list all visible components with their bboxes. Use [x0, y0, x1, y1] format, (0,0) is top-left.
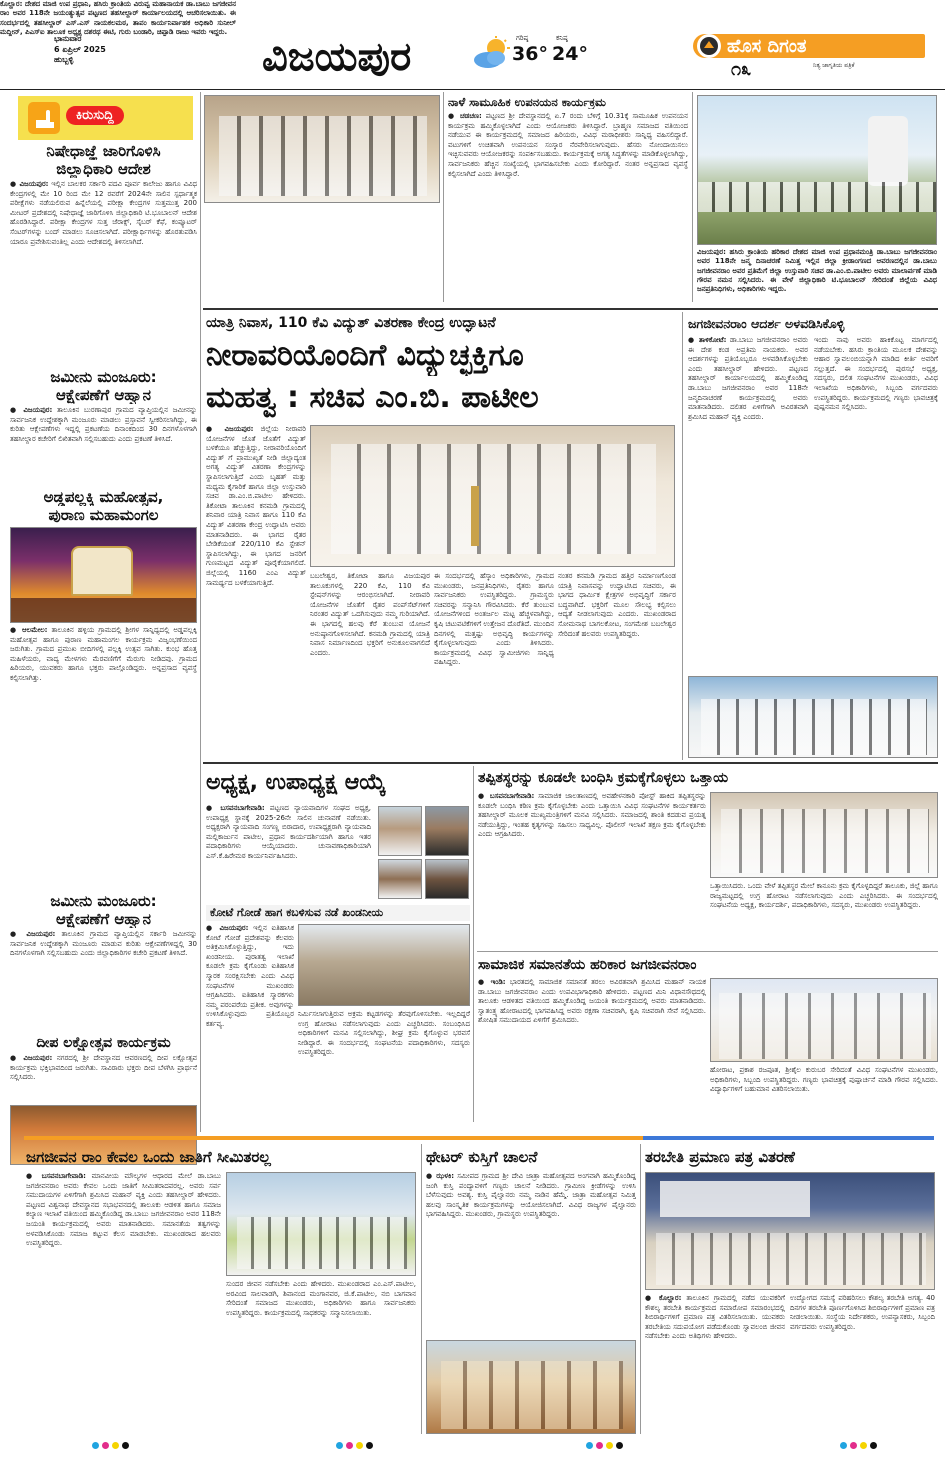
- tapitastaru-text-col1: ಸಾಮಾಜಿಕ ಜಾಲತಾಣದಲ್ಲಿ ಅವಹೇಳನಕಾರಿ ಪೋಸ್ಟ್ ಹಾಕಿದ ತಪ್ಪಿತಸ್ಥರನ್ನು ಕೂಡಲೇ ಬಂಧಿಸಿ ಕಠಿಣ ಕ್ರಮ ಕೈಗೊಳ್ಳಬೇಕು ಎಂದು ಒತ್ತಾಯಿಸಿ ವಿವಿಧ ಸಂಘಟನೆಗಳ ಕಾರ್ಯಕರ್ತರು ತಹಸೀಲ್ದಾರ್ ಮೂಲಕ ಮುಖ್ಯಮಂತ್ರಿಗಳಿಗೆ ಮನವಿ ಸಲ್ಲಿಸಿದರು. ಸಮಾಜದಲ್ಲಿ ಶಾಂತಿ ಕದಡುವ ಪ್ರಯತ್ನ ನಡೆಯುತ್ತಿದ್ದು, ಇಂತಹ ಕೃತ್ಯಗಳನ್ನು ಸಹಿಸಲು ಸಾಧ್ಯವಿಲ್ಲ. ಪೊಲೀಸ್ ಇಲಾಖೆ ತಕ್ಷಣ ಕ್ರಮ ಕೈಗೊಳ್ಳಬೇಕು ಎಂದು ಆಗ್ರಹಿಸಿದರು.: [478, 792, 706, 839]
- tapitastaru-title: ತಪ್ಪಿತಸ್ಥರನ್ನು ಕೂಡಲೇ ಬಂಧಿಸಿ ಕ್ರಮಕ್ಕೆಗೊಳ್ಳಲು ಒತ್ತಾಯ: [478, 770, 729, 786]
- kote-col1: [206, 924, 294, 1120]
- tapitastaru-byline: ● ಬಸವನಬಾಗೇವಾಡಿ:: [478, 792, 535, 800]
- samajika-col2: ಹೋರಾಟ, ಪ್ರಕಾಶ ರಜಪೂತ, ಶ್ರೀಶೈಲ ಕುರುಬರ ಸೇರಿದಂತೆ ವಿವಿಧ ಸಂಘಟನೆಗಳ ಮುಖಂಡರು, ಅಧಿಕಾರಿಗಳು, ಸಿಬ್ಬಂದಿ ಉಪಸ್ಥಿತರಿದ್ದರು. ಗಣ್ಯರು ಭಾವಚಿತ್ರಕ್ಕೆ ಪುಷ್ಪಾರ್ಚನೆ ಮಾಡಿ ಗೌರವ ಸಲ್ಲಿಸಿದರು. ವಿದ್ಯಾರ್ಥಿಗಳಿಗೆ ಬಹುಮಾನ ವಿತರಿಸಲಾಯಿತು.: [710, 1066, 938, 1094]
- kiru-subhead: ಜಿಲ್ಲಾಧಿಕಾರಿ ಆದೇಶ: [56, 160, 151, 178]
- jati-col1: [26, 1172, 221, 1432]
- lead-col3: ಈ ಸಂದರ್ಭದಲ್ಲಿ ಹೆಸ್ಕಾಂ ಅಧಿಕಾರಿಗಳು, ಗ್ರಾಮದ ಮುಖಂಡರು, ಜನಪ್ರತಿನಿಧಿಗಳು, ರೈತರು ಹಾಗೂ ಸಾರ್ವಜನಿಕರು ಉಪಸ್ಥಿತರಿದ್ದರು. ಗ್ರಾಮಸ್ಥರು ಸಚಿವರನ್ನು ಸನ್ಮಾನಿಸಿ ಗೌರವಿಸಿದರು. ಕೆರೆ ತುಂಬುವ ಯೋಜನೆಗಳಿಂದ ಅಂತರ್ಜಲ ಮಟ್ಟ ಹೆಚ್ಚಳವಾಗಿದ್ದು, ಕೃಷಿ ಚಟುವಟಿಕೆಗಳಿಗೆ ಉತ್ತೇಜನ ದೊರೆತಿದೆ. ಮುಂದಿನ ದಿನಗಳಲ್ಲಿ ಮತ್ತಷ್ಟು ಅಭಿವೃದ್ಧಿ ಕಾರ್ಯಗಳನ್ನು ಕೈಗೊಳ್ಳಲಾಗುವುದು ಎಂದು ತಿಳಿಸಿದರು. ಕಾರ್ಯಕ್ರಮದಲ್ಲಿ ವಿವಿಧ ಸ್ವಾಮೀಜಿಗಳು ಸಾನ್ನಿಧ್ಯ ವಹಿಸಿದ್ದರು.: [434, 572, 554, 667]
- cloud-sun-icon: [472, 36, 512, 70]
- upanayana-byline: ● ಚಡಚಣ:: [448, 112, 482, 120]
- adhyaksha-byline: ● ಬಸವನಬಾಗೇವಾಡಿ:: [206, 804, 265, 812]
- pointing-hand-icon: [26, 100, 62, 136]
- kiru-text: ಇಲ್ಲಿನ ಬಾಲಕರ ಸರ್ಕಾರಿ ಪದವಿ ಪೂರ್ವ ಕಾಲೇಜು ಹಾಗೂ ವಿವಿಧ ಕೇಂದ್ರಗಳಲ್ಲಿ ಮೇ 10 ರಿಂದ ಮೇ 12 ರವರೆಗೆ 2024ನೇ ಸಾಲಿನ ಸ್ಪರ್ಧಾತ್ಮಕ ಪರೀಕ್ಷೆಗಳು ನಡೆಯಲಿರುವ ಹಿನ್ನೆಲೆಯಲ್ಲಿ ಪರೀಕ್ಷಾ ಕೇಂದ್ರಗಳ ಸುತ್ತಮುತ್ತ 200 ಮೀಟರ್ ಪ್ರದೇಶದಲ್ಲಿ ನಿಷೇಧಾಜ್ಞೆ ಜಾರಿಗೊಳಿಸಿ ಜಿಲ್ಲಾಧಿಕಾರಿ ಟಿ.ಭೂಬಾಲನ್ ಆದೇಶ ಹೊರಡಿಸಿದ್ದಾರೆ. ಪರೀಕ್ಷಾ ಕೇಂದ್ರಗಳ ಸುತ್ತ ಜೆರಾಕ್ಸ್, ಸೈಬರ್ ಕೆಫೆ, ಕಂಪ್ಯೂಟರ್ ಸೆಂಟರ್‌ಗಳನ್ನು ಬಂದ್ ಮಾಡಲು ಸೂಚಿಸಲಾಗಿದೆ. ಪರೀಕ್ಷಾರ್ಥಿಗಳನ್ನು ಹೊರತುಪಡಿಸಿ ಯಾರೂ ಪ್ರವೇಶಿಸುವಂತಿಲ್ಲ ಎಂದು ಆದೇಶದಲ್ಲಿ ತಿಳಿಸಲಾಗಿದೆ.: [10, 180, 197, 246]
- tapitastaru-col2: ಒತ್ತಾಯಿಸಿದರು. ಒಂದು ವೇಳೆ ತಪ್ಪಿತಸ್ಥರ ಮೇಲೆ ಕಾನೂನು ಕ್ರಮ ಕೈಗೊಳ್ಳದಿದ್ದರೆ ತಾಲೂಕು, ಜಿಲ್ಲೆ ಹಾಗೂ ರಾಜ್ಯಮಟ್ಟದಲ್ಲಿ ಉಗ್ರ ಹೋರಾಟ ನಡೆಸಲಾಗುವುದು ಎಂದು ಎಚ್ಚರಿಸಿದರು. ಈ ಸಂದರ್ಭದಲ್ಲಿ ಸಂಘಟನೆಯ ಅಧ್ಯಕ್ಷ, ಕಾರ್ಯದರ್ಶಿ, ಪದಾಧಿಕಾರಿಗಳು, ಸದಸ್ಯರು, ಮುಖಂಡರು ಉಪಸ್ಥಿತರಿದ್ದರು.: [710, 882, 938, 910]
- section-rule: [203, 762, 938, 764]
- upanayana-text: ಪಟ್ಟಣದ ಶ್ರೀ ದೇವಸ್ಥಾನದಲ್ಲಿ ಏ.7 ರಂದು ಬೆಳಿಗ್ಗೆ 10.31ಕ್ಕೆ ಸಾಮೂಹಿಕ ಉಪನಯನ ಕಾರ್ಯಕ್ರಮ ಹಮ್ಮಿಕೊಳ್ಳಲಾಗಿದೆ ಎಂದು ಆಯೋಜಕರು ತಿಳಿಸಿದ್ದಾರೆ. ಬ್ರಾಹ್ಮಣ ಸಮಾಜದ ವತಿಯಿಂದ ನಡೆಯುವ ಈ ಕಾರ್ಯಕ್ರಮದಲ್ಲಿ ಸಮಾಜದ ಹಿರಿಯರು, ವಿವಿಧ ಮಠಾಧೀಶರು ಸಾನ್ನಿಧ್ಯ ವಹಿಸಲಿದ್ದಾರೆ. ವಟುಗಳಿಗೆ ಉಚಿತವಾಗಿ ಉಪನಯನ ಸಂಸ್ಕಾರ ನೆರವೇರಿಸಲಾಗುವುದು. ಹೆಸರು ನೋಂದಾಯಿಸಲು ಇಚ್ಛಿಸುವವರು ಆಯೋಜಕರನ್ನು ಸಂಪರ್ಕಿಸಬಹುದು. ಕಾರ್ಯಕ್ರಮಕ್ಕೆ ಅಗತ್ಯ ಸಿದ್ಧತೆಗಳನ್ನು ಮಾಡಿಕೊಳ್ಳಲಾಗಿದ್ದು, ಸಾರ್ವಜನಿಕರು ಹೆಚ್ಚಿನ ಸಂಖ್ಯೆಯಲ್ಲಿ ಭಾಗವಹಿಸಬೇಕು ಎಂದು ಕೋರಿದ್ದಾರೆ. ನಂತರ ಅನ್ನಪ್ರಸಾದ ವ್ಯವಸ್ಥೆ ಕಲ್ಪಿಸಲಾಗಿದೆ ಎಂದು ತಿಳಿಸಿದ್ದಾರೆ.: [448, 112, 688, 178]
- upanayana-title: ನಾಳೆ ಸಾಮೂಹಿಕ ಉಪನಯನ ಕಾರ್ಯಕ್ರಮ: [448, 95, 606, 109]
- samajika-text-col1: ಭಾರತದಲ್ಲಿ ಸಾಮಾಜಿಕ ಸಮಾನತೆ ತರಲು ಅವಿರತವಾಗಿ ಶ್ರಮಿಸಿದ ಮಹಾನ್ ನಾಯಕ ಡಾ.ಬಾಬು ಜಗಜೀವನರಾಂ ಎಂದು ಉಪವಿಭಾಗಾಧಿಕಾರಿ ಹೇಳಿದರು. ಪಟ್ಟಣದ ಮಿನಿ ವಿಧಾನಸೌಧದಲ್ಲಿ ತಾಲೂಕು ಆಡಳಿತದ ವತಿಯಿಂದ ಹಮ್ಮಿಕೊಂಡಿದ್ದ ಜಯಂತಿ ಕಾರ್ಯಕ್ರಮದಲ್ಲಿ ಅವರು ಮಾತನಾಡಿದರು. ಸ್ವಾತಂತ್ರ್ಯ ಹೋರಾಟದಲ್ಲಿ ಭಾಗವಹಿಸಿದ್ದ ಅವರು ರಕ್ಷಣಾ ಸಚಿವರಾಗಿ, ಕೃಷಿ ಸಚಿವರಾಗಿ ಸೇವೆ ಸಲ್ಲಿಸಿದರು. ಶೋಷಿತ ಸಮುದಾಯದ ಏಳಿಗೆಗೆ ಶ್ರಮಿಸಿದರು.: [478, 978, 706, 1025]
- training-photo: [645, 1172, 935, 1290]
- registration-marks-mid: [586, 1442, 623, 1449]
- column-rule: [640, 1144, 641, 1434]
- jati-col2: ಸುಂದರ ಜೀವನ ನಡೆಸಬೇಕು ಎಂದು ಹೇಳಿದರು. ಮುಖಂಡರಾದ ಎಂ.ಎಸ್.ಪಾಟೀಲ, ಅರವಿಂದ ಸಾಲವಾಡಗಿ, ಶಿವಾನಂದ ಮಂಗಾನವರ, ಜಿ.ಕೆ.ಪಾಟೀಲ, ನಬಿ ಬಾಗವಾನ ಸೇರಿದಂತೆ ಸಮಾಜದ ಮುಖಂಡರು, ಅಧಿಕಾರಿಗಳು ಹಾಗೂ ಸಾರ್ವಜನಿಕರು ಉಪಸ್ಥಿತರಿದ್ದರು. ಕಾರ್ಯಕ್ರಮದಲ್ಲಿ ಸಾಧಕರನ್ನು ಸನ್ಮಾನಿಸಲಾಯಿತು.: [226, 1280, 416, 1317]
- kiru-subhead: ಆಕ್ಷೇಪಣೆಗೆ ಆಹ್ವಾನ: [56, 386, 151, 404]
- palanquin-photo: [10, 527, 197, 623]
- adhyaksha-title: ಅಧ್ಯಕ್ಷ, ಉಪಾಧ್ಯಕ್ಷ ಆಯ್ಕೆ: [206, 770, 386, 795]
- city-name: ವಿಜಯಪುರ: [262, 34, 412, 80]
- lead-text-col1: ಜಿಲ್ಲೆಯ ನೀರಾವರಿ ಯೋಜನೆಗಳ ಜೊತೆ ಜೊತೆಗೆ ವಿದ್ಯುತ್ ಬಳಕೆಯೂ ಹೆಚ್ಚುತ್ತಿದ್ದು, ನೀರಾವರಿಯೊಂದಿಗೆ ವಿದ್ಯುತ್ ಗೆ ಪ್ರಾಮುಖ್ಯತೆ ನೀಡಿ ಜಿಲ್ಲಾದ್ಯಂತ ಅಗತ್ಯ ವಿದ್ಯುತ್ ವಿತರಣಾ ಕೇಂದ್ರಗಳನ್ನು ಸ್ಥಾಪಿಸಲಾಗುತ್ತಿದೆ ಎಂದು ಬೃಹತ್ ಮತ್ತು ಮಧ್ಯಮ ಕೈಗಾರಿಕೆ ಹಾಗೂ ಜಿಲ್ಲಾ ಉಸ್ತುವಾರಿ ಸಚಿವ ಡಾ.ಎಂ.ಬಿ.ಪಾಟೀಲ ಹೇಳಿದರು. ತಿಕೋಟಾ ತಾಲೂಕಿನ ಕನಮಡಿ ಗ್ರಾಮದಲ್ಲಿ ಶನಿವಾರ ಯಾತ್ರಿ ನಿವಾಸ ಹಾಗೂ 110 ಕೆವಿ ವಿದ್ಯುತ್ ವಿತರಣಾ ಕೇಂದ್ರ ಉದ್ಘಾಟಿಸಿ ಅವರು ಮಾತನಾಡಿದರು. ಈ ಭಾಗದ ರೈತರ ಬೇಡಿಕೆಯಂತೆ 220/110 ಕೆವಿ ಸ್ಟೇಶನ್ ಸ್ಥಾಪಿಸಲಾಗಿದ್ದು, ಈ ಭಾಗದ ಜನರಿಗೆ ಗುಣಮಟ್ಟದ ವಿದ್ಯುತ್ ಪೂರೈಕೆಯಾಗಲಿದೆ. ಜಿಲ್ಲೆಯಲ್ಲಿ 1160 ಎಂಎ ವಿದ್ಯುತ್ ಸಾಮರ್ಥ್ಯದ ಬಳಕೆಯಾಗುತ್ತಿದೆ.: [206, 425, 306, 587]
- jati-text: ಮಾನವೀಯ ಮೌಲ್ಯಗಳ ಆಧಾರದ ಮೇಲೆ ಡಾ.ಬಾಬು ಜಗಜೀವನರಾಂ ಅವರು ಕೇವಲ ಒಂದು ಜಾತಿಗೆ ಸೀಮಿತರಾದವರಲ್ಲ. ಅವರು ಸರ್ವ ಸಮುದಾಯಗಳ ಏಳಿಗೆಗಾಗಿ ಶ್ರಮಿಸಿದ ಮಹಾನ್ ವ್ಯಕ್ತಿ ಎಂದು ತಹಸೀಲ್ದಾರ್ ಹೇಳಿದರು. ಪಟ್ಟಣದ ವಿಶ್ವನಾಥ ದೇವಸ್ಥಾನದ ಸಭಾಭವನದಲ್ಲಿ ತಾಲೂಕು ಆಡಳಿತ ಹಾಗೂ ಸಮಾಜ ಕಲ್ಯಾಣ ಇಲಾಖೆ ವತಿಯಿಂದ ಹಮ್ಮಿಕೊಂಡಿದ್ದ ಡಾ.ಬಾಬು ಜಗಜೀವನರಾಂ ಅವರ 118ನೇ ಜಯಂತಿ ಕಾರ್ಯಕ್ರಮದಲ್ಲಿ ಅವರು ಮಾತನಾಡಿದರು. ಸಮಾನತೆಯ ತತ್ವಗಳನ್ನು ಅಳವಡಿಸಿಕೊಂಡು ಸಮಾಜ ಕಟ್ಟುವ ಕೆಲಸ ಮಾಡಬೇಕು. ಮುಖಂಡರಾದ ಹಲವರು ಉಪಸ್ಥಿತರಿದ್ದರು.: [26, 1172, 221, 1248]
- column-rule: [443, 92, 444, 302]
- section-rule: [203, 308, 938, 310]
- lead-byline: ● ವಿಜಯಪುರ:: [206, 425, 254, 433]
- kote-col2: ನಿರ್ಮಿಸಲಾಗುತ್ತಿರುವ ಅಕ್ರಮ ಕಟ್ಟಡಗಳನ್ನು ತೆರವುಗೊಳಿಸಬೇಕು. ಇಲ್ಲದಿದ್ದರೆ ಉಗ್ರ ಹೋರಾಟ ನಡೆಸಲಾಗುವುದು ಎಂದು ಎಚ್ಚರಿಸಿದರು. ಸಂಬಂಧಿಸಿದ ಅಧಿಕಾರಿಗಳಿಗೆ ಮನವಿ ಸಲ್ಲಿಸಲಾಗಿದ್ದು, ಶೀಘ್ರ ಕ್ರಮ ಕೈಗೊಳ್ಳುವ ಭರವಸೆ ನೀಡಿದ್ದಾರೆ. ಈ ಸಂದರ್ಭದಲ್ಲಿ ಸಂಘಟನೆಯ ಪದಾಧಿಕಾರಿಗಳು, ಸದಸ್ಯರು ಉಪಸ್ಥಿತರಿದ್ದರು.: [298, 1010, 470, 1057]
- registration-marks-right: [840, 1442, 877, 1449]
- theatre-byline: ● ಝಳಕಿ:: [426, 1172, 455, 1180]
- kiru-subhead: ಆಕ್ಷೇಪಣೆಗೆ ಆಹ್ವಾನ: [56, 910, 151, 928]
- kiru-body: [10, 1054, 197, 1102]
- section-rule: [477, 951, 938, 952]
- adhyaksha-portrait-3: [378, 859, 422, 899]
- jati-title: ಜಗಜೀವನ ರಾಂ ಕೇವಲ ಒಂದು ಜಾತಿಗೆ ಸೀಮಿತರಲ್ಲ: [26, 1148, 271, 1166]
- paper-emblem-icon: [696, 33, 722, 59]
- kiru-byline: ● ವಿಜಯಪುರ:: [10, 1054, 53, 1062]
- paper-tagline: ನಿತ್ಯ ಜಾಗೃತಿಯ ಪತ್ರಿಕೆ: [813, 62, 855, 69]
- kote-byline: ● ವಿಜಯಪುರ:: [206, 924, 249, 932]
- weather-max: 36°: [512, 43, 548, 65]
- kiru-headline: ಜಮೀನು ಮಂಜೂರು:: [50, 368, 157, 386]
- basavana-stage-photo: [226, 1172, 416, 1276]
- kiru-body: [10, 406, 197, 482]
- kiru-item-3: [10, 488, 197, 826]
- kiru-text: ತಾಲೂಕಿನ ಹಳ್ಳಿಯ ಗ್ರಾಮದಲ್ಲಿ ಶ್ರೀಗಳ ಸಾನ್ನಿಧ್ಯದಲ್ಲಿ ಅಡ್ಡಪಲ್ಲಕ್ಕಿ ಮಹೋತ್ಸವ ಹಾಗೂ ಪುರಾಣ ಮಹಾಮಂಗಲ ಕಾರ್ಯಕ್ರಮ ವಿಜೃಂಭಣೆಯಿಂದ ಜರುಗಿತು. ಗ್ರಾಮದ ಪ್ರಮುಖ ಬೀದಿಗಳಲ್ಲಿ ಪಲ್ಲಕ್ಕಿ ಉತ್ಸವ ಸಾಗಿತು. ಕುಂಭ ಹೊತ್ತ ಮಹಿಳೆಯರು, ವಾದ್ಯ ಮೇಳಗಳು ಮೆರವಣಿಗೆಗೆ ಮೆರುಗು ನೀಡಿದವು. ಗ್ರಾಮದ ಹಿರಿಯರು, ಯುವಕರು ಹಾಗೂ ಭಕ್ತರು ಪಾಲ್ಗೊಂಡಿದ್ದರು. ಅನ್ನಪ್ರಸಾದ ವ್ಯವಸ್ಥೆ ಕಲ್ಪಿಸಲಾಗಿತ್ತು.: [10, 626, 197, 682]
- kiru-headline: ಜಮೀನು ಮಂಜೂರು:: [50, 892, 157, 910]
- kiru-byline: ● ವಿಜಯಪುರ:: [10, 930, 56, 938]
- weather-max-label: ಗರಿಷ್ಠ: [516, 34, 529, 42]
- kiru-subhead: ಪುರಾಣ ಮಹಾಮಂಗಲ: [48, 506, 159, 524]
- lead-headline-line2: ಮಹತ್ವ : ಸಚಿವ ಎಂ.ಬಿ. ಪಾಟೀಲ: [206, 380, 539, 415]
- statue-photo: [697, 95, 937, 245]
- weather-widget: [472, 34, 592, 78]
- certificate-col2: ಉದ್ಯೋಗದ ಸಮಸ್ಯೆ ಪರಿಹರಿಸಲು ಕೌಶಲ್ಯ ತರಬೇತಿ ಅಗತ್ಯ. 40 ದಿನಗಳ ತರಬೇತಿ ಪೂರ್ಣಗೊಳಿಸಿದ ಶಿಬಿರಾರ್ಥಿಗಳಿಗೆ ಪ್ರಮಾಣ ಪತ್ರ ನೀಡಲಾಯಿತು. ಸಂಸ್ಥೆಯ ನಿರ್ದೇಶಕರು, ಉಪನ್ಯಾಸಕರು, ಸಿಬ್ಬಂದಿ ವರ್ಗದವರು ಉಪಸ್ಥಿತರಿದ್ದರು.: [790, 1294, 935, 1331]
- statue-caption: ವಿಜಯಪುರ: ಹಸಿರು ಕ್ರಾಂತಿಯ ಹರಿಕಾರ ದೇಶದ ಮಾಜಿ ಉಪ ಪ್ರಧಾನಮಂತ್ರಿ ಡಾ.ಬಾಬು ಜಗಜೀವನರಾಂ ಅವರ 118ನೇ ಜನ್ಮ ದಿನಾಚರಣೆ ನಿಮಿತ್ತ ಇಲ್ಲಿನ ಜಿಲ್ಲಾ ಕ್ರೀಡಾಂಗಣದ ಆವರಣದಲ್ಲಿನ ಡಾ.ಬಾಬು ಜಗಜೀವನರಾಂ ಅವರ ಪ್ರತಿಮೆಗೆ ಜಿಲ್ಲಾ ಉಸ್ತುವಾರಿ ಸಚಿವ ಡಾ.ಎಂ.ಬಿ.ಪಾಟೀಲ ಅವರು ಮಾಲಾರ್ಪಣೆ ಮಾಡಿ ಗೌರವ ನಮನ ಸಲ್ಲಿಸಿದರು. ಈ ವೇಳೆ ಜಿಲ್ಲಾಧಿಕಾರಿ ಟಿ.ಭೂಬಾಲನ್ ಸೇರಿದಂತೆ ಜಿಲ್ಲೆಯ ವಿವಿಧ ಜನಪ್ರತಿನಿಧಿಗಳು, ಅಧಿಕಾರಿಗಳು ಇದ್ದರು.: [697, 248, 937, 294]
- paper-logo: [693, 34, 925, 86]
- edition-place: ಹುಬ್ಬಳ್ಳಿ: [54, 55, 74, 64]
- kiru-text: ತಾಲೂಕಿನ ಗ್ರಾಮದ ವ್ಯಾಪ್ತಿಯಲ್ಲಿನ ಸರ್ಕಾರಿ ಜಮೀನನ್ನು ಸಾರ್ವಜನಿಕ ಉದ್ದೇಶಕ್ಕಾಗಿ ಮಂಜೂರು ಮಾಡುವ ಕುರಿತು ಆಕ್ಷೇಪಣೆಗಳಿದ್ದಲ್ಲಿ 30 ದಿನಗಳೊಳಗಾಗಿ ಸಲ್ಲಿಸಬಹುದು ಎಂದು ಜಿಲ್ಲಾಧಿಕಾರಿಗಳ ಕಚೇರಿ ಪ್ರಕಟಣೆ ತಿಳಿಸಿದೆ.: [10, 930, 197, 958]
- kiru-item-4: [10, 892, 197, 1026]
- jagajeevan-col2: ಇಂದು ನಾವು ಅವರು ಹಾಕಿಕೊಟ್ಟ ಮಾರ್ಗದಲ್ಲಿ ನಡೆಯಬೇಕು. ಹಸಿರು ಕ್ರಾಂತಿಯ ಮೂಲಕ ದೇಶವನ್ನು ಆಹಾರ ಸ್ವಾವಲಂಬಿಯನ್ನಾಗಿ ಮಾಡಿದ ಕೀರ್ತಿ ಅವರಿಗೆ ಸಲ್ಲುತ್ತದೆ. ಈ ಸಂದರ್ಭದಲ್ಲಿ ಪುರಸಭೆ ಅಧ್ಯಕ್ಷ, ಸದಸ್ಯರು, ದಲಿತ ಸಂಘಟನೆಗಳ ಮುಖಂಡರು, ವಿವಿಧ ಇಲಾಖೆಯ ಅಧಿಕಾರಿಗಳು, ಸಿಬ್ಬಂದಿ ವರ್ಗದವರು ಉಪಸ್ಥಿತರಿದ್ದರು. ಕಾರ್ಯಕ್ರಮದಲ್ಲಿ ಗಣ್ಯರು ಭಾವಚಿತ್ರಕ್ಕೆ ಪುಷ್ಪನಮನ ಸಲ್ಲಿಸಿದರು.: [814, 336, 938, 412]
- column-rule: [473, 766, 474, 1122]
- kolhar-photo: [204, 95, 440, 203]
- jagajeevan-byline: ● ತಾಳಿಕೋಟೆ:: [688, 336, 727, 344]
- jati-byline: ● ಬಸವನಬಾಗೇವಾಡಿ:: [26, 1172, 86, 1180]
- lead-col2: ಬಬಲೇಶ್ವರ, ತಿಕೋಟಾ ಹಾಗೂ ವಿಜಯಪುರ ತಾಲೂಕುಗಳಲ್ಲಿ 220 ಕೆವಿ, 110 ಕೆವಿ ಸ್ಟೇಷನ್‌ಗಳನ್ನು ಆರಂಭಿಸಲಾಗಿದೆ. ನೀರಾವರಿ ಯೋಜನೆಗಳ ಜೊತೆಗೆ ರೈತರ ಪಂಪ್‌ಸೆಟ್‌ಗಳಿಗೆ ನಿರಂತರ ವಿದ್ಯುತ್ ಒದಗಿಸುವುದು ನಮ್ಮ ಗುರಿಯಾಗಿದೆ. ಈ ಭಾಗದಲ್ಲಿ ಹಲವು ಕೆರೆ ತುಂಬುವ ಯೋಜನೆ ಅನುಷ್ಠಾನಗೊಳಿಸಲಾಗಿದೆ. ಕನಮಡಿ ಗ್ರಾಮದಲ್ಲಿ ಯಾತ್ರಿ ನಿವಾಸ ನಿರ್ಮಾಣದಿಂದ ಭಕ್ತರಿಗೆ ಅನುಕೂಲವಾಗಲಿದೆ ಎಂದರು.: [310, 572, 430, 657]
- kiru-text: ನಗರದಲ್ಲಿ ಶ್ರೀ ದೇವಸ್ಥಾನದ ಆವರಣದಲ್ಲಿ ದೀಪ ಲಕ್ಷೋತ್ಸವ ಕಾರ್ಯಕ್ರಮ ಭಕ್ತಿಭಾವದಿಂದ ಜರುಗಿತು. ಸಾವಿರಾರು ಭಕ್ತರು ದೀಪ ಬೆಳಗಿಸಿ ಪ್ರಾರ್ಥನೆ ಸಲ್ಲಿಸಿದರು.: [10, 1054, 197, 1082]
- theatre-title: ಥೇಟರ್ ಕುಸ್ತಿಗೆ ಚಾಲನೆ: [426, 1148, 538, 1166]
- certificate-col1: [645, 1294, 785, 1434]
- kiru-byline: ● ವಿಜಯಪುರ:: [10, 180, 49, 188]
- page-number: ೧೩: [731, 59, 752, 80]
- samajika-byline: ● ಇಂಡಿ:: [478, 978, 506, 986]
- edition-day: ಭಾನುವಾರ: [54, 34, 82, 43]
- samajika-col1: [478, 978, 706, 1122]
- weather-min-label: ಕನಿಷ್ಠ: [556, 34, 568, 42]
- adhyaksha-portrait-2: [425, 806, 469, 856]
- kolhar-caption: ಕೊಲ್ಹಾರ: ದೇಶದ ಮಾಜಿ ಉಪ ಪ್ರಧಾನಿ, ಹಸಿರು ಕ್ರಾಂತಿಯ ವಿರುವ್ವ ಮಹಾನಾಯಕ ಡಾ.ಬಾಬು ಜಗಜೀವನ ರಾಂ ಅವರ 118ನೇ ಜಯಂತ್ಯುತ್ಸವ ಪಟ್ಟಣದ ತಹಸೀಲ್ದಾರ್ ಕಾರ್ಯಾಲಯದಲ್ಲಿ ಆಚರಿಸಲಾಯಿತು. ಈ ಸಂದರ್ಭದಲ್ಲಿ ತಹಸೀಲ್ದಾರ್ ಎಸ್.ಎಸ್ ನಾಯಕಲಮಠ, ತಾಪಂ ಕಾರ್ಯನಿರ್ವಾಹಕ ಅಧಿಕಾರಿ ಸುನೀಲ್ ಮದ್ದೀನ್, ಪಿಎಸ್ಐ ತಾಲೂಕ ಅಧ್ಯಕ್ಷ ದಶರಥ ಈಟಿ, ಗುರು ಬಂಡಾರಿ, ಚಿಪ್ಪಾಡಿ ರಾಜು ಇವರು ಇದ್ದರು.: [0, 0, 236, 36]
- jagajeevan-text-col1: ಡಾ.ಬಾಬು ಜಗಜೀವನರಾಂ ಅವರು ಈ ದೇಶ ಕಂಡ ಅಪ್ರತಿಮ ನಾಯಕರು. ಅವರ ಆದರ್ಶಗಳನ್ನು ಪ್ರತಿಯೊಬ್ಬರೂ ಅಳವಡಿಸಿಕೊಳ್ಳಬೇಕು ಎಂದು ತಹಸೀಲ್ದಾರ್ ಹೇಳಿದರು. ಪಟ್ಟಣದ ತಹಸೀಲ್ದಾರ್ ಕಾರ್ಯಾಲಯದಲ್ಲಿ ಹಮ್ಮಿಕೊಂಡಿದ್ದ ಡಾ.ಬಾಬು ಜಗಜೀವನರಾಂ ಅವರ 118ನೇ ಜನ್ಮದಿನಾಚರಣೆ ಕಾರ್ಯಕ್ರಮದಲ್ಲಿ ಅವರು ಮಾತನಾಡಿದರು. ದಲಿತರ ಏಳಿಗೆಗಾಗಿ ಅವಿರತವಾಗಿ ಶ್ರಮಿಸಿದ ಮಹಾನ್ ವ್ಯಕ್ತಿ ಎಂದರು.: [688, 336, 808, 421]
- column-rule: [692, 92, 693, 302]
- memorandum-photo: [710, 792, 938, 878]
- fort-wall-photo: [298, 924, 470, 1006]
- kiru-text: ತಾಲೂಕಿನ ಬುರಣಾಪುರ ಗ್ರಾಮದ ವ್ಯಾಪ್ತಿಯಲ್ಲಿನ ಜಮೀನನ್ನು ಸಾರ್ವಜನಿಕ ಉದ್ದೇಶಕ್ಕಾಗಿ ಮಂಜೂರು ಮಾಡಲು ಪ್ರಸ್ತಾವನೆ ಸ್ವೀಕರಿಸಲಾಗಿದ್ದು, ಈ ಕುರಿತು ಆಕ್ಷೇಪಣೆಗಳು ಇದ್ದಲ್ಲಿ ಪ್ರಕಟಣೆಯ ದಿನಾಂಕದಿಂದ 30 ದಿನಗಳೊಳಗಾಗಿ ತಹಸೀಲ್ದಾರ ಕಚೇರಿಗೆ ಲಿಖಿತವಾಗಿ ಸಲ್ಲಿಸಬಹುದು ಎಂದು ಪ್ರಕಟಣೆ ತಿಳಿಸಿದೆ.: [10, 406, 197, 443]
- edition-info: [54, 34, 174, 66]
- kiru-headline: ನಿಷೇಧಾಜ್ಞೆ ಜಾರಿಗೊಳಿಸಿ: [46, 142, 161, 160]
- jagajeevan-title: ಜಗಜೀವನರಾಂ ಆದರ್ಶ ಅಳವಡಿಸಿಕೊಳ್ಳಿ: [688, 316, 845, 331]
- lead-headline-line1: ನೀರಾವರಿಯೊಂದಿಗೆ ವಿದ್ಯುಚ್ಛಕ್ತಿಗೂ: [206, 338, 524, 373]
- lead-col1: [206, 425, 306, 755]
- paper-name: ಹೊಸ ದಿಗಂತ: [727, 36, 807, 57]
- adhyaksha-body: [206, 804, 371, 898]
- upanayana-body: [448, 112, 688, 298]
- registration-marks-center: [336, 1442, 373, 1449]
- adhyaksha-portrait-4: [425, 859, 469, 899]
- kote-title: ಕೋಟೆ ಗೋಡೆ ಹಾಗ ಕಬಳಿಸುವ ನಡೆ ಖಂಡನೀಯ: [206, 905, 470, 921]
- samajika-title: ಸಾಮಾಜಿಕ ಸಮಾನತೆಯ ಹರಿಕಾರ ಜಗಜೀವನರಾಂ: [478, 957, 697, 973]
- certificate-title: ತರಬೇತಿ ಪ್ರಮಾಣ ಪತ್ರ ವಿತರಣೆ: [645, 1148, 795, 1166]
- wrestling-photo: [426, 1340, 636, 1434]
- masthead-divider: [0, 89, 945, 90]
- kiru-body: [10, 930, 197, 1026]
- certificate-byline: ● ಕೊಲ್ಹಾರ:: [645, 1294, 682, 1302]
- indi-event-photo: [710, 978, 938, 1062]
- tapitastaru-col1: [478, 792, 706, 948]
- kiru-byline: ● ಆಲಮೇಲ:: [10, 626, 48, 634]
- talikote-photo: [688, 676, 938, 758]
- registration-marks-left: [92, 1442, 129, 1449]
- edition-date: 6 ಏಪ್ರಿಲ್ 2025: [54, 44, 106, 54]
- theatre-text: ಸಮೀಪದ ಗ್ರಾಮದ ಶ್ರೀ ದೇವಿ ಜಾತ್ರಾ ಮಹೋತ್ಸವದ ಅಂಗವಾಗಿ ಹಮ್ಮಿಕೊಂಡಿದ್ದ ಜಂಗಿ ಕುಸ್ತಿ ಪಂದ್ಯಾವಳಿಗೆ ಗಣ್ಯರು ಚಾಲನೆ ನೀಡಿದರು. ಗ್ರಾಮೀಣ ಕ್ರೀಡೆಗಳನ್ನು ಉಳಿಸಿ ಬೆಳೆಸುವುದು ಅವಶ್ಯ. ಕುಸ್ತಿ ಪೈಲ್ವಾನರು ನಮ್ಮ ನಾಡಿನ ಹೆಮ್ಮೆ. ಜಾತ್ರಾ ಮಹೋತ್ಸವ ನಿಮಿತ್ತ ಹಲವು ಸಾಂಸ್ಕೃತಿಕ ಕಾರ್ಯಕ್ರಮಗಳನ್ನು ಆಯೋಜಿಸಲಾಗಿದೆ. ವಿವಿಧ ರಾಜ್ಯಗಳ ಪೈಲ್ವಾನರು ಭಾಗವಹಿಸಿದ್ದರು. ಮುಖಂಡರು, ಗ್ರಾಮಸ್ಥರು ಉಪಸ್ಥಿತರಿದ್ದರು.: [426, 1172, 636, 1219]
- column-rule: [421, 1144, 422, 1434]
- lead-col4: ನಂತರ ಕನಮಡಿ ಗ್ರಾಮದ ಹತ್ತಿರ ನಿರ್ಮಾಣಗೊಂಡ ಯಾತ್ರಿ ನಿವಾಸವನ್ನು ಉದ್ಘಾಟಿಸಿದ ಸಚಿವರು, ಈ ಭಾಗದ ಧಾರ್ಮಿಕ ಕ್ಷೇತ್ರಗಳ ಅಭಿವೃದ್ಧಿಗೆ ಸರ್ಕಾರ ಬದ್ಧವಾಗಿದೆ. ಭಕ್ತರಿಗೆ ಮೂಲ ಸೌಲಭ್ಯ ಕಲ್ಪಿಸಲು ಆದ್ಯತೆ ನೀಡಲಾಗುವುದು ಎಂದರು. ಮುಖಂಡರಾದ ಸೋಮನಾಥ ಬಾಗಲಕೋಟ, ಸಂಗಮೇಶ ಬಬಲೇಶ್ವರ ಸೇರಿದಂತೆ ಹಲವರು ಉಪಸ್ಥಿತರಿದ್ದರು.: [558, 572, 676, 638]
- adhyaksha-portrait-1: [378, 806, 422, 856]
- minister-lamp-photo: [310, 425, 675, 567]
- kiru-headline: ದೀಪ ಲಕ್ಷೋತ್ಸವ ಕಾರ್ಯಕ್ರಮ: [36, 1035, 171, 1051]
- theatre-body: [426, 1172, 636, 1336]
- kiru-body: [10, 626, 197, 826]
- kiru-item-1: [10, 142, 197, 385]
- certificate-text-col1: ತಾಲೂಕಿನ ಗ್ರಾಮದಲ್ಲಿ ನಡೆದ ಯುವಕರಿಗೆ ಕೌಶಲ್ಯ ತರಬೇತಿ ಕಾರ್ಯಕ್ರಮದ ಸಮಾರೋಪ ಸಮಾರಂಭದಲ್ಲಿ ಶಿಬಿರಾರ್ಥಿಗಳಿಗೆ ಪ್ರಮಾಣ ಪತ್ರ ವಿತರಿಸಲಾಯಿತು. ಯುವಕರು ತರಬೇತಿಯ ಸದುಪಯೋಗ ಪಡೆದುಕೊಂಡು ಸ್ವಾವಲಂಬಿ ಜೀವನ ನಡೆಸಬೇಕು ಎಂದು ಅತಿಥಿಗಳು ಹೇಳಿದರು.: [645, 1294, 785, 1341]
- kiru-body: [10, 180, 197, 385]
- adhyaksha-text: ಪಟ್ಟಣದ ನ್ಯಾಯವಾದಿಗಳ ಸಂಘದ ಅಧ್ಯಕ್ಷ, ಉಪಾಧ್ಯಕ್ಷ ಸ್ಥಾನಕ್ಕೆ 2025-26ನೇ ಸಾಲಿನ ಚುನಾವಣೆ ನಡೆಯಿತು. ಅಧ್ಯಕ್ಷರಾಗಿ ನ್ಯಾಯವಾದಿ ಸಂಗಣ್ಣ ಬಿರಾದಾರ, ಉಪಾಧ್ಯಕ್ಷರಾಗಿ ನ್ಯಾಯವಾದಿ ಮಲ್ಲಿಕಾರ್ಜುನ ಪಾಟೀಲ, ಪ್ರಧಾನ ಕಾರ್ಯದರ್ಶಿಯಾಗಿ ಹಾಗೂ ಇತರ ಪದಾಧಿಕಾರಿಗಳು ಆಯ್ಕೆಯಾದರು. ಚುನಾವಣಾಧಿಕಾರಿಯಾಗಿ ಎಸ್.ಕೆ.ಹಿರೇಮಠ ಕಾರ್ಯನಿರ್ವಹಿಸಿದರು.: [206, 804, 371, 860]
- kirusuddi-label: ಕಿರುಸುದ್ದಿ: [66, 106, 124, 125]
- bottom-band: [24, 1136, 934, 1140]
- jagajeevan-col1: [688, 336, 808, 671]
- weather-min: 24°: [552, 43, 588, 65]
- kiru-headline: ಅಡ್ಡಪಲ್ಲಕ್ಕಿ ಮಹೋತ್ಸವ,: [43, 488, 164, 506]
- kiru-item-2: [10, 368, 197, 482]
- kiru-byline: ● ವಿಜಯಪುರ:: [10, 406, 53, 414]
- column-rule: [200, 92, 201, 1132]
- kote-text-col1: ಇಲ್ಲಿನ ಐತಿಹಾಸಿಕ ಕೋಟೆ ಗೋಡೆ ಪ್ರದೇಶವನ್ನು ಕೆಲವರು ಅತಿಕ್ರಮಿಸಿಕೊಳ್ಳುತ್ತಿದ್ದು, ಇದು ಖಂಡನೀಯ. ಪುರಾತತ್ವ ಇಲಾಖೆ ಕೂಡಲೇ ಕ್ರಮ ಕೈಗೊಂಡು ಐತಿಹಾಸಿಕ ಸ್ಮಾರಕ ಸಂರಕ್ಷಿಸಬೇಕು ಎಂದು ವಿವಿಧ ಸಂಘಟನೆಗಳ ಮುಖಂಡರು ಆಗ್ರಹಿಸಿದರು. ಐತಿಹಾಸಿಕ ಸ್ಮಾರಕಗಳು ನಮ್ಮ ಪರಂಪರೆಯ ಪ್ರತೀಕ. ಅವುಗಳನ್ನು ಉಳಿಸಿಕೊಳ್ಳುವುದು ಪ್ರತಿಯೊಬ್ಬರ ಕರ್ತವ್ಯ.: [206, 924, 294, 1028]
- column-rule: [682, 312, 683, 760]
- lead-kicker: ಯಾತ್ರಿ ನಿವಾಸ, 110 ಕೆವಿ ವಿದ್ಯುತ್ ವಿತರಣಾ ಕೇಂದ್ರ ಉದ್ಘಾಟನೆ: [206, 315, 496, 331]
